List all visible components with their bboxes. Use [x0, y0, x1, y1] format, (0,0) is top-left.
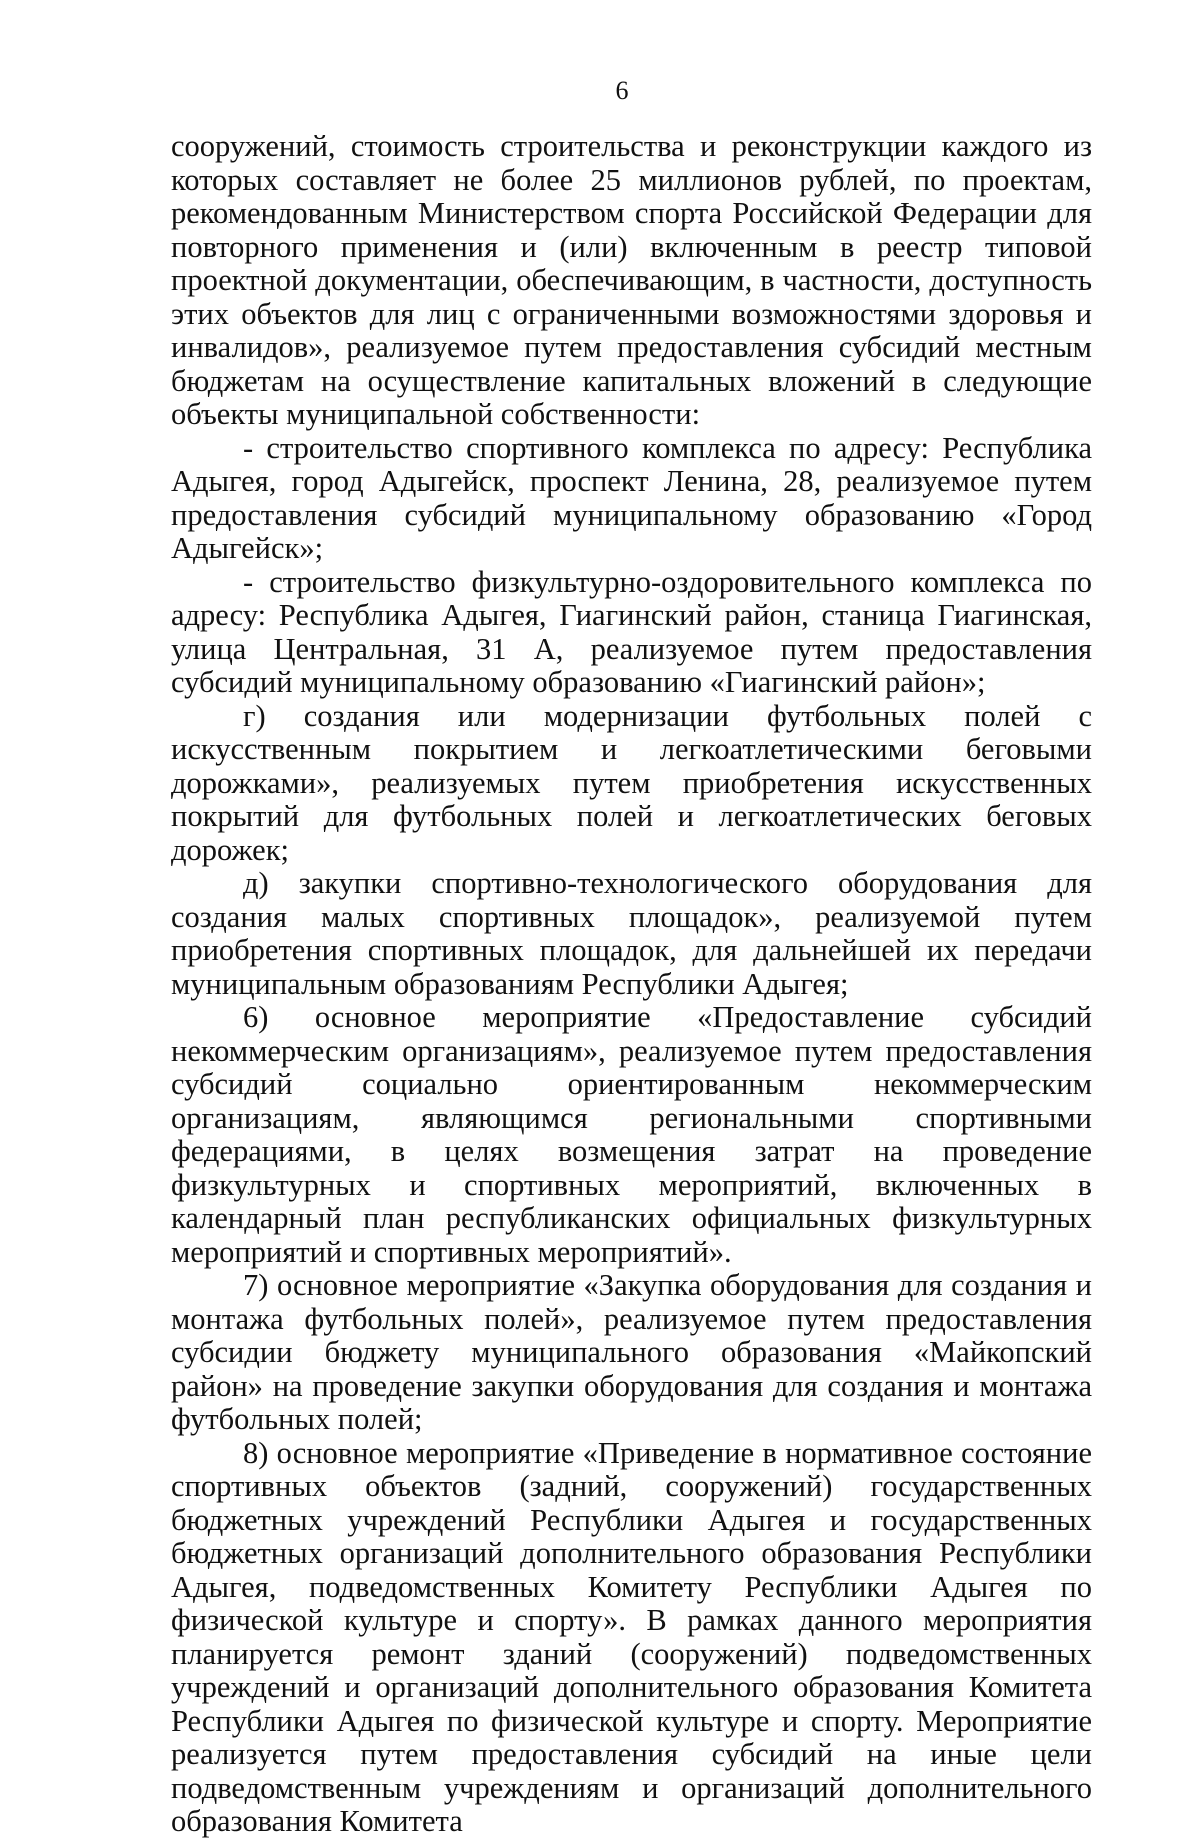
document-body — [171, 130, 1092, 1839]
paragraph-item-adygeysk: - строительство спортивного комплекса по адресу: Республика Адыгея, город Адыгейск, проспект Ленина, 28, реализуемое путем предоставления субсидий муниципальному образованию «Город Адыгейск»; — [171, 430, 1092, 565]
paragraph-continuation: сооружений, стоимость строительства и реконструкции каждого из которых составляет не более 25 миллионов рублей, по проектам, рекомендованным Министерством спорта Российской Федерации для повторного применения и (или) включенным в реестр типовой проектной документации, обеспечивающим, в частности, доступность этих объектов для лиц с ограниченными возможностями здоровья и инвалидов», реализуемое путем предоставления субсидий местным бюджетам на осуществление капитальных вложений в следующие объекты муниципальной собственности: — [171, 129, 1092, 431]
paragraph-item-8: 8) основное мероприятие «Приведение в нормативное состояние спортивных объектов (задний, сооружений) государственных бюджетных учреждений Республики Адыгея и государственных бюджетных организаций дополнительного образования Республики Адыгея, подведомственных Комитету Республики Адыгея по физической культуре и спорту». В рамках данного мероприятия планируется ремонт зданий (сооружений) подведомственных учреждений и организаций дополнительного образования Комитета Республики Адыгея по физической культуре и спорту. Мероприятие реализуется путем предоставления субсидий на иные цели подведомственным учреждениям и организаций дополнительного образования Комитета — [171, 1435, 1092, 1838]
paragraph-item-7: 7) основное мероприятие «Закупка оборудования для создания и монтажа футбольных полей», реализуемое путем предоставления субсидии бюджету муниципального образования «Майкопский район» на проведение закупки оборудования для создания и монтажа футбольных полей; — [171, 1268, 1092, 1436]
paragraph-item-giaginsky: - строительство физкультурно-оздоровительного комплекса по адресу: Республика Адыгея, Гиагинский район, станица Гиагинская, улица Центральная, 31 А, реализуемое путем предоставления субсидий муниципальному образованию «Гиагинский район»; — [171, 564, 1092, 699]
paragraph-item-d: д) закупки спортивно-технологического оборудования для создания малых спортивных площадок», реализуемой путем приобретения спортивных площадок, для дальнейшей их передачи муниципальным образованиям Республики Адыгея; — [171, 866, 1092, 1001]
paragraph-item-g: г) создания или модернизации футбольных полей с искусственным покрытием и легкоатлетическими беговыми дорожками», реализуемых путем приобретения искусственных покрытий для футбольных полей и легкоатлетических беговых дорожек; — [171, 698, 1092, 867]
paragraph-item-6: 6) основное мероприятие «Предоставление субсидий некоммерческим организациям», реализуемое путем предоставления субсидий социально ориентированным некоммерческим организациям, являющимся региональными спортивными федерациями, в целях возмещения затрат на проведение физкультурных и спортивных мероприятий, включенных в календарный план республиканских официальных физкультурных мероприятий и спортивных мероприятий». — [171, 1000, 1092, 1269]
page-number: 6 — [615, 76, 629, 105]
